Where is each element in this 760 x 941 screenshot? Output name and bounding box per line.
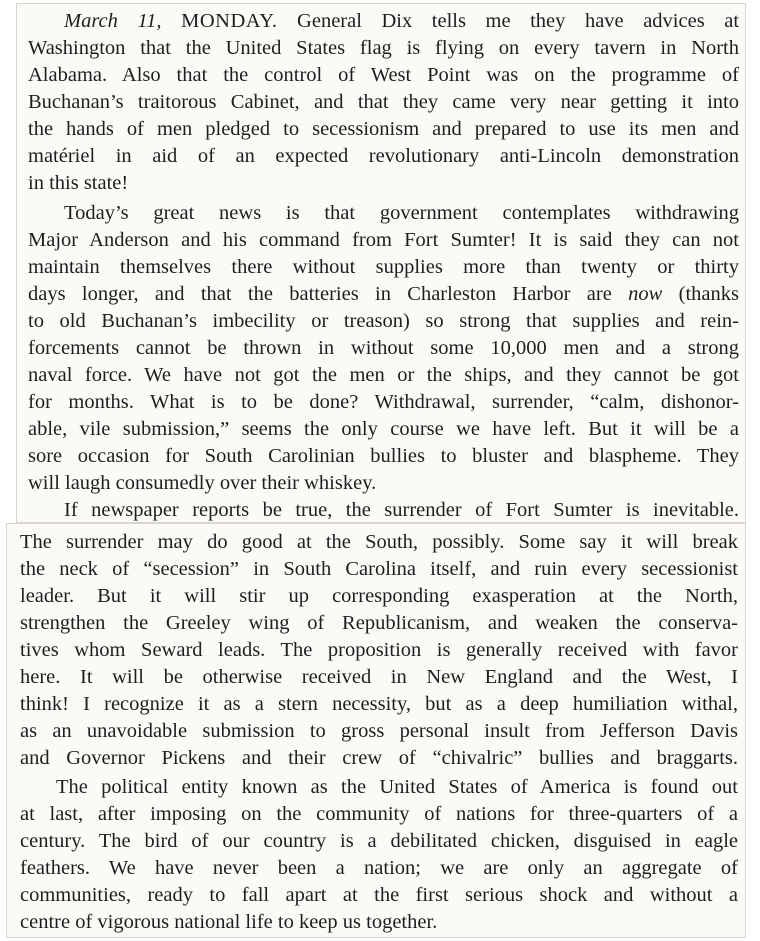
text-line: will laugh consumedly over their whiskey.	[28, 472, 377, 494]
entry-date: March 11,	[64, 10, 162, 32]
text-line: Alabama. Also that the control of West Point was on the programme of	[28, 64, 739, 86]
text-segment: days longer, and that the batteries in Charleston Harbor are	[28, 283, 612, 305]
text-line: as an unavoidable submission to gross personal insult from Jefferson Davis	[20, 720, 738, 742]
text-line: forcements cannot be thrown in without some 10,000 men and a strong	[28, 337, 739, 359]
text-line: leader. But it will stir up corresponding exasperation at the North,	[20, 585, 738, 607]
text-line: and Governor Pickens and their crew of “chivalric” bullies and braggarts.	[20, 747, 738, 769]
text-line: in this state!	[28, 172, 129, 194]
text-line: naval force. We have not got the men or the ships, and they cannot be got	[28, 364, 739, 386]
text-line: here. It will be otherwise received in New England and the West, I	[20, 666, 738, 688]
text-line: The surrender may do good at the South, possibly. Some say it will break	[20, 531, 738, 553]
text-line: at last, after imposing on the community of nations for three-quarters of a	[20, 803, 738, 825]
entry-weekday: MONDAY.	[181, 10, 278, 32]
italic-word: now	[628, 283, 663, 305]
text-line: tives whom Seward leads. The proposition is generally received with favor	[20, 639, 738, 661]
text-segment: (thanks	[678, 283, 739, 305]
entry-first-line	[64, 8, 739, 35]
text-line: able, vile submission,” seems the only course we have left. But it will be a	[28, 418, 739, 440]
bottom-clipping	[7, 524, 745, 937]
top-clipping	[17, 4, 745, 522]
text-line: think! I recognize it as a stern necessity, but as a deep humiliation withal,	[20, 693, 738, 715]
text-line: feathers. We have never been a nation; we are only an aggregate of	[20, 857, 738, 879]
text-line: century. The bird of our country is a debilitated chicken, disguised in eagle	[20, 830, 738, 852]
text-line: communities, ready to fall apart at the first serious shock and without a	[20, 884, 738, 906]
text-line: for months. What is to be done? Withdrawal, surrender, “calm, dishonor-	[28, 391, 739, 413]
text-line: Major Anderson and his command from Fort Sumter! It is said they can not	[28, 229, 739, 251]
text-line: to old Buchanan’s imbecility or treason) so strong that supplies and rein-	[28, 310, 739, 332]
text-line: centre of vigorous national life to keep us together.	[20, 911, 438, 933]
paragraph-start-line: If newspaper reports be true, the surrender of Fort Sumter is inevitable.	[64, 499, 739, 521]
text-line: Buchanan’s traitorous Cabinet, and that they came very near getting it into	[28, 91, 739, 113]
text-line: Washington that the United States flag is flying on every tavern in North	[28, 37, 739, 59]
text-line: maintain themselves there without supplies more than twenty or thirty	[28, 256, 739, 278]
text-line: the hands of men pledged to secessionism and prepared to use its men and	[28, 118, 739, 140]
text-line: matériel in aid of an expected revolutionary anti-Lincoln demonstration	[28, 145, 739, 167]
paragraph-start-line: The political entity known as the United States of America is found out	[56, 776, 738, 798]
text-line: the neck of “secession” in South Carolina itself, and ruin every secessionist	[20, 558, 738, 580]
text-line: sore occasion for South Carolinian bullies to bluster and blaspheme. They	[28, 445, 739, 467]
entry-first-line-text: General Dix tells me they have advices at	[297, 10, 739, 32]
paragraph-start-line: Today’s great news is that government contemplates withdrawing	[64, 202, 739, 224]
text-line-with-italic	[28, 281, 739, 308]
text-line: strengthen the Greeley wing of Republicanism, and weaken the conserva-	[20, 612, 738, 634]
